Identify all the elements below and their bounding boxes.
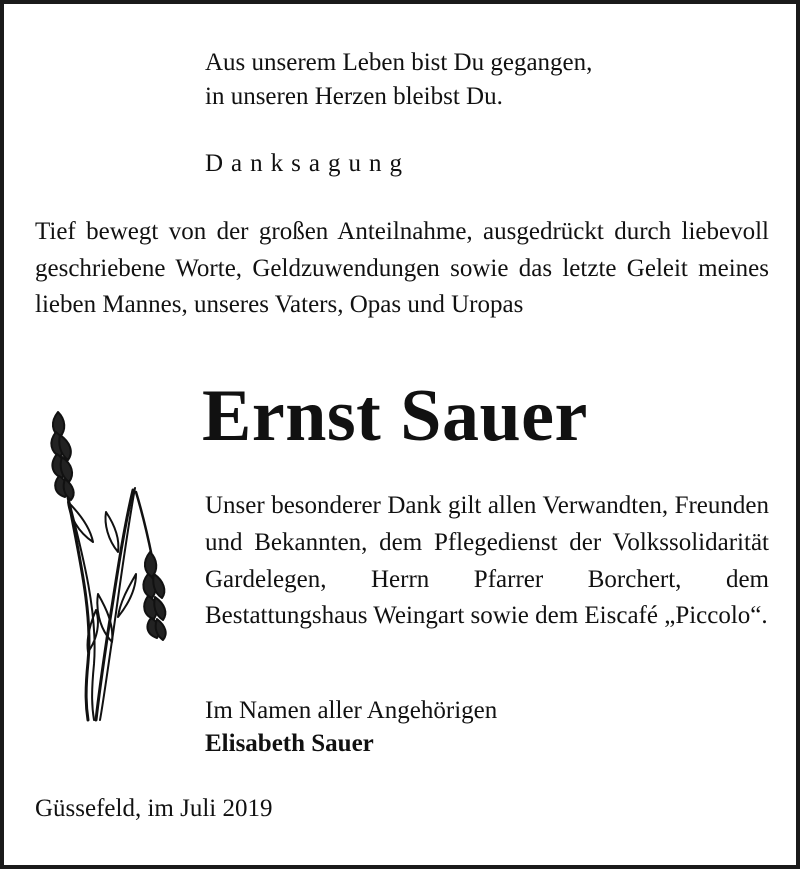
- poem-line-1: Aus unserem Leben bist Du gegangen,: [205, 49, 593, 76]
- signature-name: Elisabeth Sauer: [205, 730, 374, 757]
- deceased-name: Ernst Sauer: [202, 375, 588, 457]
- signature-line: Im Namen aller Angehörigen: [205, 697, 498, 724]
- wheat-icon: [38, 402, 178, 724]
- intro-paragraph: Tief bewegt von der großen Anteilnahme, ausgedrückt durch liebevoll geschriebene Worte, Geldzuwendungen sowie das letzte Geleit meines lieben Mannes, unseres Vaters, Opas und Uropas: [35, 218, 769, 318]
- poem: [205, 46, 592, 114]
- thanks-paragraph: Unser besonderer Dank gilt allen Verwandten, Freunden und Bekannten, dem Pflegedienst der Volkssolidarität Gardelegen, Herrn Pfarrer Borchert, dem Bestattungshaus Weingart sowie dem Eiscafé „Piccolo“.: [205, 492, 769, 630]
- notice-heading: Danksagung: [205, 150, 410, 177]
- place-date: Güssefeld, im Juli 2019: [35, 795, 273, 822]
- poem-line-2: in unseren Herzen bleibst Du.: [205, 83, 503, 110]
- signature-block: [205, 694, 497, 760]
